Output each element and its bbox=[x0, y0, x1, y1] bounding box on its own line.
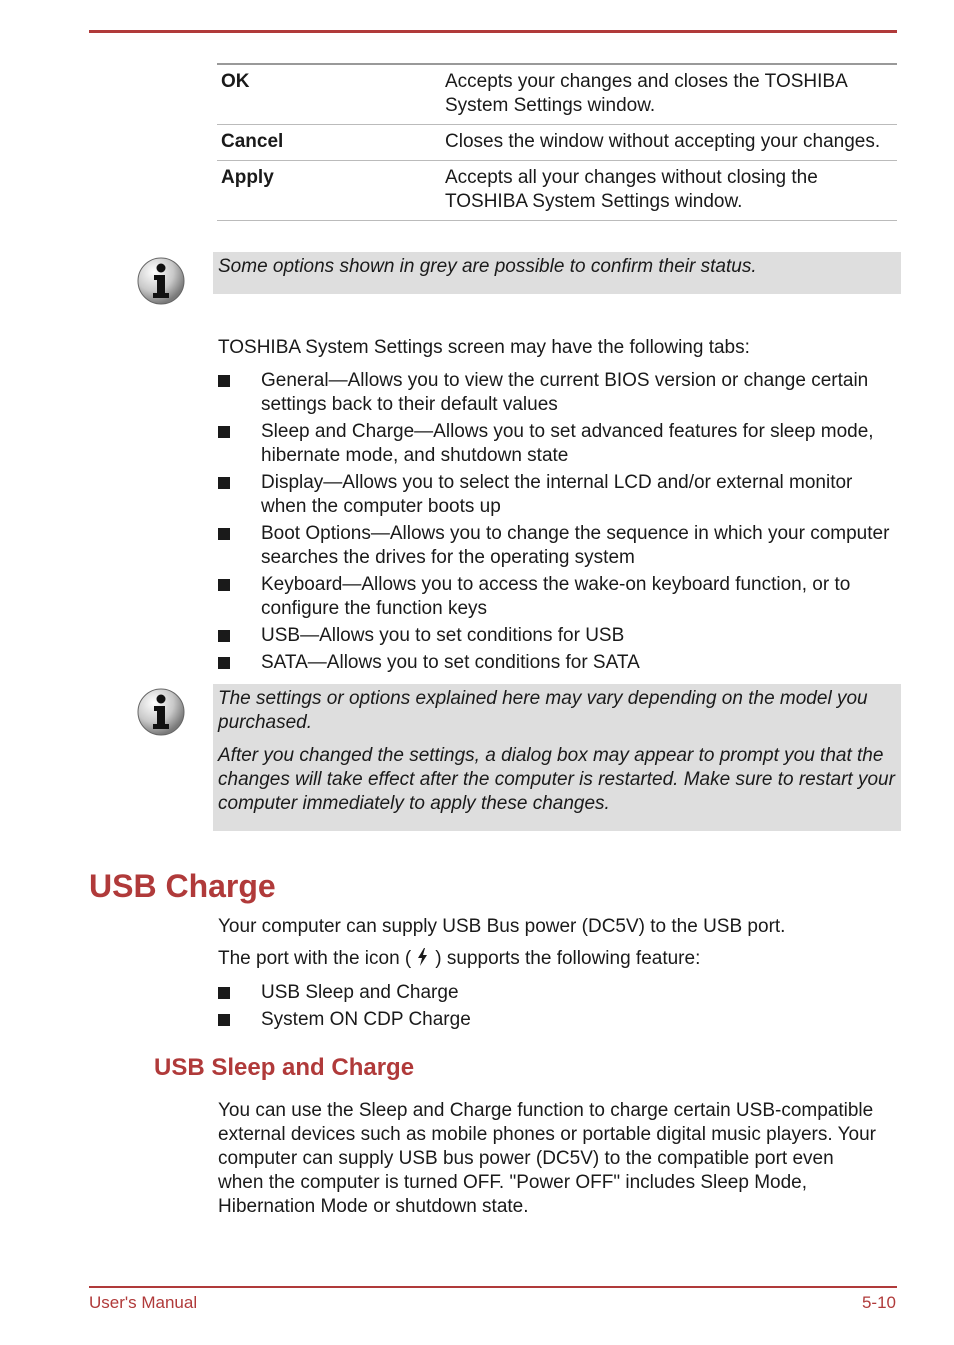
list-item: USB—Allows you to set conditions for USB bbox=[218, 624, 898, 648]
bullet-square-icon bbox=[218, 426, 230, 438]
note-text: Some options shown in grey are possible to confirm their status. bbox=[218, 256, 757, 277]
section-heading: USB Charge bbox=[89, 868, 276, 904]
table-key: Apply bbox=[217, 161, 441, 221]
table-desc: Accepts all your changes without closing the TOSHIBA System Settings window. bbox=[441, 161, 897, 221]
list-item: SATA—Allows you to set conditions for SATA bbox=[218, 651, 898, 675]
settings-button-table bbox=[217, 63, 897, 221]
usb-sleep-paragraph: You can use the Sleep and Charge function to charge certain USB-compatible external devices such as mobile phones or portable digital music players. Your computer can supply USB bus power (DC5V) to the compatible port even when the computer is turned OFF. "Power OFF" includes Sleep Mode, Hibernation Mode or shutdown state. bbox=[218, 1100, 876, 1217]
bullet-square-icon bbox=[218, 630, 230, 642]
usb-charge-intro: Your computer can supply USB Bus power (DC5V) to the USB port. bbox=[218, 916, 786, 937]
note-box bbox=[213, 684, 901, 831]
bullet-square-icon bbox=[218, 477, 230, 489]
footer-title: User's Manual bbox=[89, 1293, 198, 1312]
table-key: Cancel bbox=[217, 125, 441, 161]
bullet-square-icon bbox=[218, 375, 230, 387]
table-row bbox=[217, 125, 897, 161]
usb-features-list bbox=[218, 981, 898, 1035]
usb-charge-port-text: The port with the icon ( ) supports the following feature: bbox=[218, 948, 701, 969]
bullet-square-icon bbox=[218, 1014, 230, 1026]
table-row bbox=[217, 64, 897, 125]
bullet-square-icon bbox=[218, 657, 230, 669]
list-item: USB Sleep and Charge bbox=[218, 981, 898, 1005]
note-text: The settings or options explained here may vary depending on the model you purchased. bbox=[218, 688, 868, 733]
list-item: Keyboard—Allows you to access the wake-on keyboard function, or to configure the function keys bbox=[218, 573, 898, 621]
note-text: After you changed the settings, a dialog box may appear to prompt you that the changes will take effect after the computer is restarted. Make sure to restart your computer immediately to apply these changes. bbox=[218, 745, 895, 814]
tabs-intro: TOSHIBA System Settings screen may have the following tabs: bbox=[218, 337, 750, 358]
bullet-square-icon bbox=[218, 987, 230, 999]
bullet-square-icon bbox=[218, 528, 230, 540]
table-key: OK bbox=[217, 64, 441, 125]
lightning-bolt-icon bbox=[411, 947, 435, 967]
tabs-list bbox=[218, 369, 898, 678]
table-desc: Accepts your changes and closes the TOSHIBA System Settings window. bbox=[441, 64, 897, 125]
subsection-heading: USB Sleep and Charge bbox=[154, 1054, 415, 1081]
list-item: System ON CDP Charge bbox=[218, 1008, 898, 1032]
note-box bbox=[213, 252, 901, 294]
footer-rule bbox=[89, 1286, 897, 1288]
list-item: Display—Allows you to select the internal LCD and/or external monitor when the computer boots up bbox=[218, 471, 898, 519]
page-number: 5-10 bbox=[861, 1293, 896, 1312]
table-row bbox=[217, 161, 897, 221]
bullet-square-icon bbox=[218, 579, 230, 591]
header-rule bbox=[89, 30, 897, 33]
info-icon bbox=[136, 687, 186, 737]
list-item: General—Allows you to view the current BIOS version or change certain settings back to their default values bbox=[218, 369, 898, 417]
list-item: Sleep and Charge—Allows you to set advanced features for sleep mode, hibernate mode, and shutdown state bbox=[218, 420, 898, 468]
list-item: Boot Options—Allows you to change the sequence in which your computer searches the drives for the operating system bbox=[218, 522, 898, 570]
info-icon bbox=[136, 256, 186, 306]
table-desc: Closes the window without accepting your changes. bbox=[441, 125, 897, 161]
